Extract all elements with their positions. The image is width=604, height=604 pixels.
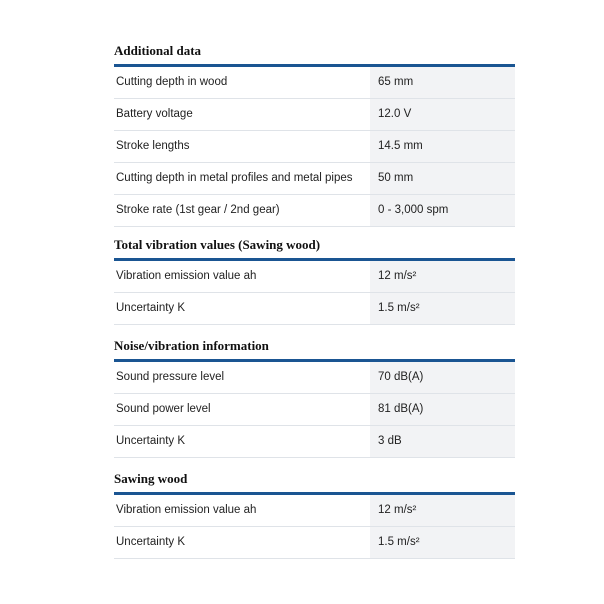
table-row <box>114 293 515 325</box>
row-value: 12 m/s² <box>370 495 515 526</box>
table-row <box>114 99 515 131</box>
row-label: Battery voltage <box>116 108 193 120</box>
table-row <box>114 426 515 458</box>
table-row <box>114 67 515 99</box>
row-value: 1.5 m/s² <box>370 293 515 324</box>
section-title: Additional data <box>114 43 202 58</box>
row-value: 65 mm <box>370 67 515 98</box>
row-label: Cutting depth in metal profiles and metal pipes <box>116 172 353 184</box>
section-title: Noise/vibration information <box>114 338 269 353</box>
row-label: Vibration emission value ah <box>116 270 257 282</box>
table-row <box>114 394 515 426</box>
table-row <box>114 195 515 227</box>
row-label: Uncertainty K <box>116 435 186 447</box>
row-value: 14.5 mm <box>370 131 515 162</box>
table-row <box>114 527 515 559</box>
row-value: 12 m/s² <box>370 261 515 292</box>
row-value: 12.0 V <box>370 99 515 130</box>
row-label: Sound pressure level <box>116 371 225 383</box>
row-label: Uncertainty K <box>116 302 186 314</box>
row-label: Stroke rate (1st gear / 2nd gear) <box>116 204 280 216</box>
row-label: Uncertainty K <box>116 536 186 548</box>
row-label: Vibration emission value ah <box>116 504 257 516</box>
row-label: Sound power level <box>116 403 211 415</box>
row-value: 1.5 m/s² <box>370 527 515 558</box>
row-value: 50 mm <box>370 163 515 194</box>
table-row <box>114 261 515 293</box>
table-row <box>114 362 515 394</box>
row-value: 81 dB(A) <box>370 394 515 425</box>
row-label: Cutting depth in wood <box>116 76 228 88</box>
section-additional-data <box>114 42 515 227</box>
row-value: 3 dB <box>370 426 515 457</box>
row-label: Stroke lengths <box>116 140 190 152</box>
table-row <box>114 131 515 163</box>
row-value: 0 - 3,000 spm <box>370 195 515 226</box>
section-noise-vibration <box>114 337 515 458</box>
table-row <box>114 495 515 527</box>
section-sawing-wood <box>114 470 515 559</box>
section-title: Total vibration values (Sawing wood) <box>114 237 321 252</box>
section-total-vibration <box>114 236 515 325</box>
table-row <box>114 163 515 195</box>
section-title: Sawing wood <box>114 471 188 486</box>
row-value: 70 dB(A) <box>370 362 515 393</box>
